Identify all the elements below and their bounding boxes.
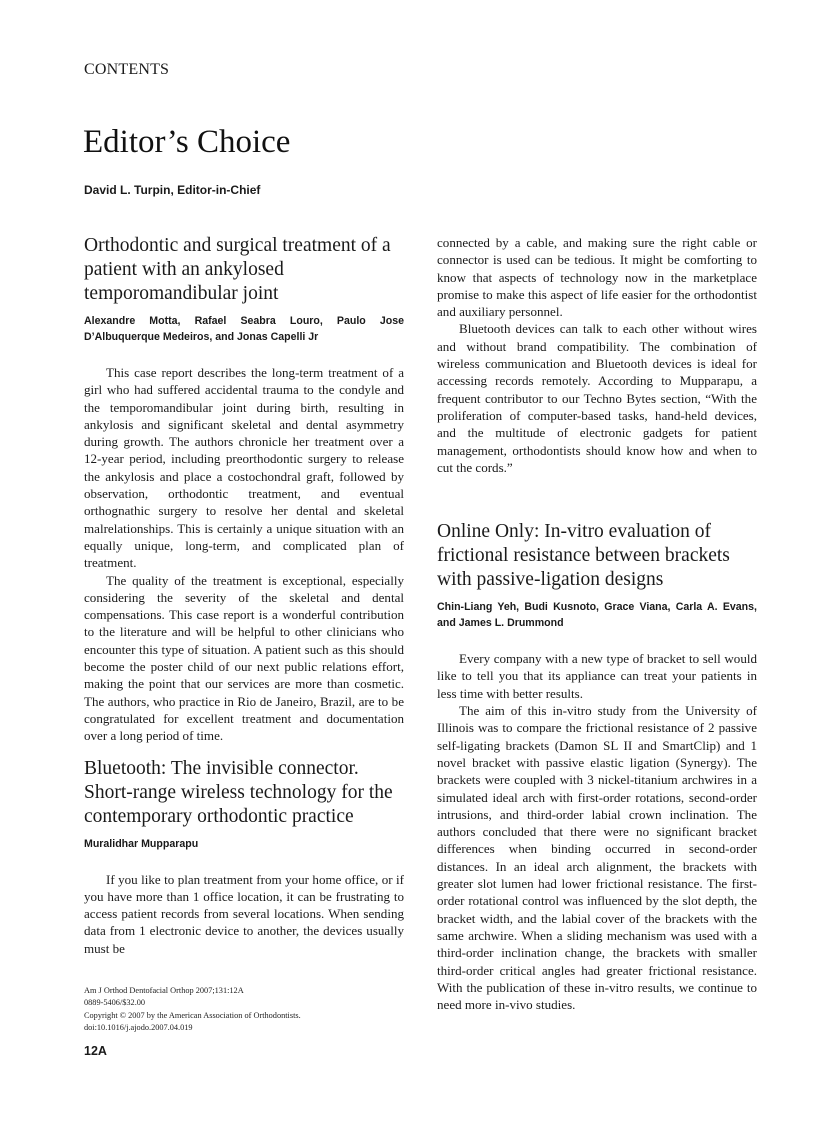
right-column <box>437 234 757 1013</box>
article-body <box>84 364 404 745</box>
paragraph: The aim of this in-vitro study from the University of Illinois was to compare the frictional resistance of 2 passive self-ligating brackets (Damon SL II and SmartClip) and 1 novel bracket with passive elastic ligation (Synergy). The brackets were coupled with 3 nickel-titanium archwires in a simulated ideal arch with first-order rotations, second-order intrusions, and third-order labial crown inclination. The authors concluded that there were no significant bracket differences when binding occurred in second-order distances. In an ideal arch alignment, the brackets with greater slot lumen had lower frictional resistance. The first-order rotational control was influenced by the slot depth, the bracket width, and the labial cover of the brackets with the same archwire. When a sliding mechanism was used with a third-order inclination change, the brackets with smaller third-order critical angles had greater frictional resistance. With the publication of these in-vitro results, we continue to need more in-vivo studies. <box>437 703 757 1013</box>
paragraph: If you like to plan treatment from your home office, or if you have more than 1 office location, it can be frustrating to access patient records from several locations. When sending data from 1 electronic device to another, the devices usually must be <box>84 871 404 956</box>
article-passive-ligation <box>437 520 757 1013</box>
left-column <box>84 234 404 957</box>
paragraph: Every company with a new type of bracket to sell would like to tell you that its appliance can treat your patients in less time with better results. <box>437 651 757 701</box>
article-title: Online Only: In-vitro evaluation of frictional resistance between brackets with passive-ligation designs <box>437 521 730 591</box>
article-title: Bluetooth: The invisible connector. Short-range wireless technology for the contemporary orthodontic practice <box>84 757 393 827</box>
paragraph: The quality of the treatment is exceptional, especially considering the severity of the skeletal and dental compensations. This case report is a wonderful contribution to the literature and will be helpful to other clinicians who encounter this type of situation. A patient such as this should become the poster child of our next public relations effort, making the point that our services are more than cosmetic. The authors, who practice in Rio de Janeiro, Brazil, are to be congratulated for excellent treatment and documentation over a long period of time. <box>84 572 404 744</box>
article-title: Orthodontic and surgical treatment of a patient with an ankylosed temporomandibular joint <box>84 235 391 304</box>
article-body <box>84 871 404 957</box>
article-bluetooth <box>84 757 404 957</box>
article-body <box>437 650 757 1013</box>
journal-citation: Am J Orthod Dentofacial Orthop 2007;131:12A <box>84 986 244 995</box>
article-authors: Alexandre Motta, Rafael Seabra Louro, Paulo Jose D’Albuquerque Medeiros, and Jonas Capelli Jr <box>84 315 404 343</box>
page-title: Editor’s Choice <box>83 124 291 160</box>
article-authors: Chin-Liang Yeh, Budi Kusnoto, Grace Viana, Carla A. Evans, and James L. Drummond <box>437 601 757 630</box>
article-body-continued <box>437 234 757 476</box>
section-label: CONTENTS <box>84 61 170 78</box>
issn-price: 0889-5406/$32.00 <box>84 998 146 1008</box>
paragraph: connected by a cable, and making sure the right cable or connector is used can be tedious. It might be comforting to know that aspects of technology now in the marketplace promise to make this aspect of life easier for the orthodontist and auxiliary personnel. <box>437 235 757 320</box>
paragraph: This case report describes the long-term treatment of a girl who had suffered accidental trauma to the condyle and the temporomandibular joint during birth, resulting in ankylosis and significant skeletal and dental asymmetry during growth. The authors chronicle her treatment over a 12-year period, including preorthodontic surgery to release the ankylosis and place a costochondral graft, followed by observation, orthodontic treatment, and eventual orthognathic surgery to resolve her dental and skeletal malrelationships. This is certainly a unique situation with an equally unique, long-term, and complicated plan of treatment. <box>84 365 404 571</box>
paragraph: Bluetooth devices can talk to each other without wires and without brand compatibility. The combination of wireless communication and Bluetooth devices is ideal for accessing records remotely. According to Mupparapu, a frequent contributor to our Techno Bytes section, “With the proliferation of computer-based tasks, hand-held devices, and the multitude of electronic gadgets for patient management, orthodontists should know how and when to cut the cords.” <box>437 321 757 475</box>
copyright-notice: Copyright © 2007 by the American Association of Orthodontists. <box>84 1010 301 1020</box>
doi-link[interactable]: doi:10.1016/j.ajodo.2007.04.019 <box>84 1023 193 1033</box>
citation-footer <box>84 985 404 1035</box>
article-ankylosed-tmj <box>84 234 404 745</box>
editor-byline: David L. Turpin, Editor-in-Chief <box>84 183 261 197</box>
page-number: 12A <box>84 1044 107 1058</box>
article-authors: Muralidhar Mupparapu <box>84 837 199 850</box>
